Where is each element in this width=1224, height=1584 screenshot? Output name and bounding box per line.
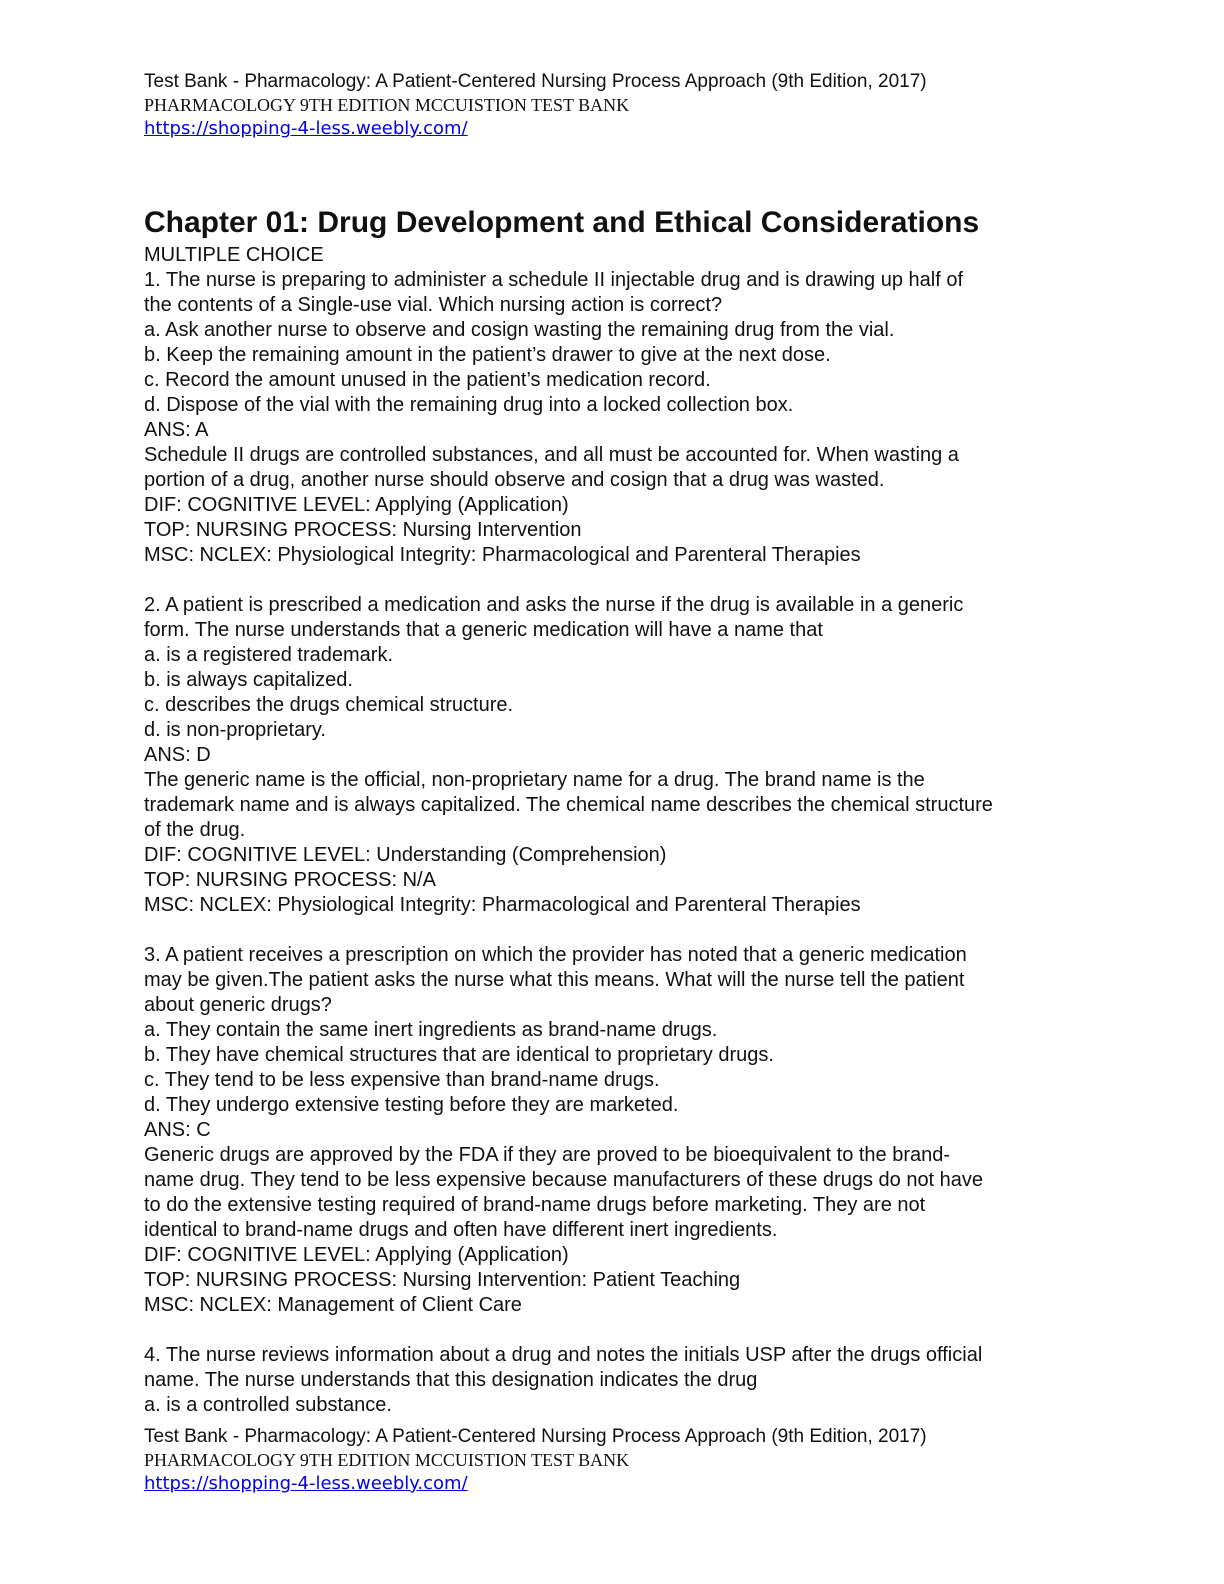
answer-key: ANS: A [144,419,209,441]
difficulty-tag: DIF: COGNITIVE LEVEL: Understanding (Comprehension) [144,844,667,866]
chapter-title: Chapter 01: Drug Development and Ethical Considerations [144,206,980,239]
difficulty-tag: DIF: COGNITIVE LEVEL: Applying (Application) [144,1244,569,1266]
answer-option: a. They contain the same inert ingredients as brand-name drugs. [144,1019,718,1041]
question-2 [144,593,1104,918]
answer-key: ANS: C [144,1119,211,1141]
question-3 [144,943,1104,1318]
question-stem-line: 3. A patient receives a prescription on which the provider has noted that a generic medication [144,944,967,966]
question-stem-line: 1. The nurse is preparing to administer a schedule II injectable drug and is drawing up half of [144,269,964,291]
rationale-line: name drug. They tend to be less expensive because manufacturers of these drugs do not have [144,1169,984,1191]
topic-tag: TOP: NURSING PROCESS: Nursing Intervention [144,519,582,541]
question-stem-line: the contents of a Single-use vial. Which nursing action is correct? [144,294,723,316]
spacer [144,918,1104,943]
answer-option: d. Dispose of the vial with the remaining drug into a locked collection box. [144,394,794,416]
answer-option: c. Record the amount unused in the patient’s medication record. [144,369,711,391]
rationale-line: portion of a drug, another nurse should observe and cosign that a drug was wasted. [144,469,885,491]
header-subtitle: PHARMACOLOGY 9TH EDITION MCCUISTION TEST BANK [144,95,630,115]
rationale-line: Schedule II drugs are controlled substances, and all must be accounted for. When wasting a [144,444,959,466]
question-stem-line: name. The nurse understands that this designation indicates the drug [144,1369,758,1391]
question-stem-line: about generic drugs? [144,994,332,1016]
question-stem-line: 4. The nurse reviews information about a drug and notes the initials USP after the drugs official [144,1344,983,1366]
msc-tag: MSC: NCLEX: Physiological Integrity: Pharmacological and Parenteral Therapies [144,894,861,916]
topic-tag: TOP: NURSING PROCESS: N/A [144,869,436,891]
header-title: Test Bank - Pharmacology: A Patient-Centered Nursing Process Approach (9th Edition, 2017) [144,71,927,92]
question-1 [144,268,1104,568]
footer-title: Test Bank - Pharmacology: A Patient-Centered Nursing Process Approach (9th Edition, 2017) [144,1426,927,1447]
spacer [144,568,1104,593]
answer-option: c. describes the drugs chemical structure. [144,694,514,716]
answer-key: ANS: D [144,744,211,766]
answer-option: b. Keep the remaining amount in the patient’s drawer to give at the next dose. [144,344,831,366]
header-link[interactable]: https://shopping-4-less.weebly.com/ [144,118,468,139]
rationale-line: to do the extensive testing required of brand-name drugs before marketing. They are not [144,1194,926,1216]
answer-option: a. is a registered trademark. [144,644,393,666]
answer-option: a. Ask another nurse to observe and cosign wasting the remaining drug from the vial. [144,319,895,341]
footer-link[interactable]: https://shopping-4-less.weebly.com/ [144,1473,468,1494]
answer-option: c. They tend to be less expensive than brand-name drugs. [144,1069,660,1091]
question-stem-line: form. The nurse understands that a generic medication will have a name that [144,619,823,641]
topic-tag: TOP: NURSING PROCESS: Nursing Intervention: Patient Teaching [144,1269,741,1291]
spacer [144,1318,1104,1343]
difficulty-tag: DIF: COGNITIVE LEVEL: Applying (Application) [144,494,569,516]
rationale-line: The generic name is the official, non-proprietary name for a drug. The brand name is the [144,769,925,791]
answer-option: d. is non-proprietary. [144,719,326,741]
rationale-line: identical to brand-name drugs and often have different inert ingredients. [144,1219,778,1241]
msc-tag: MSC: NCLEX: Management of Client Care [144,1294,522,1316]
answer-option: b. They have chemical structures that are identical to proprietary drugs. [144,1044,774,1066]
question-4 [144,1343,1104,1418]
page-header [144,70,1144,142]
rationale-line: of the drug. [144,819,246,841]
rationale-line: trademark name and is always capitalized. The chemical name describes the chemical structure [144,794,993,816]
page-footer [144,1425,1144,1497]
answer-option: a. is a controlled substance. [144,1394,392,1416]
answer-option: b. is always capitalized. [144,669,353,691]
footer-subtitle: PHARMACOLOGY 9TH EDITION MCCUISTION TEST BANK [144,1450,630,1470]
question-stem-line: 2. A patient is prescribed a medication and asks the nurse if the drug is available in a generic [144,594,964,616]
answer-option: d. They undergo extensive testing before they are marketed. [144,1094,679,1116]
question-stem-line: may be given.The patient asks the nurse what this means. What will the nurse tell the patient [144,969,965,991]
rationale-line: Generic drugs are approved by the FDA if they are proved to be bioequivalent to the brand- [144,1144,951,1166]
section-heading: MULTIPLE CHOICE [144,244,324,266]
msc-tag: MSC: NCLEX: Physiological Integrity: Pharmacological and Parenteral Therapies [144,544,861,566]
document-body [144,203,1104,1418]
